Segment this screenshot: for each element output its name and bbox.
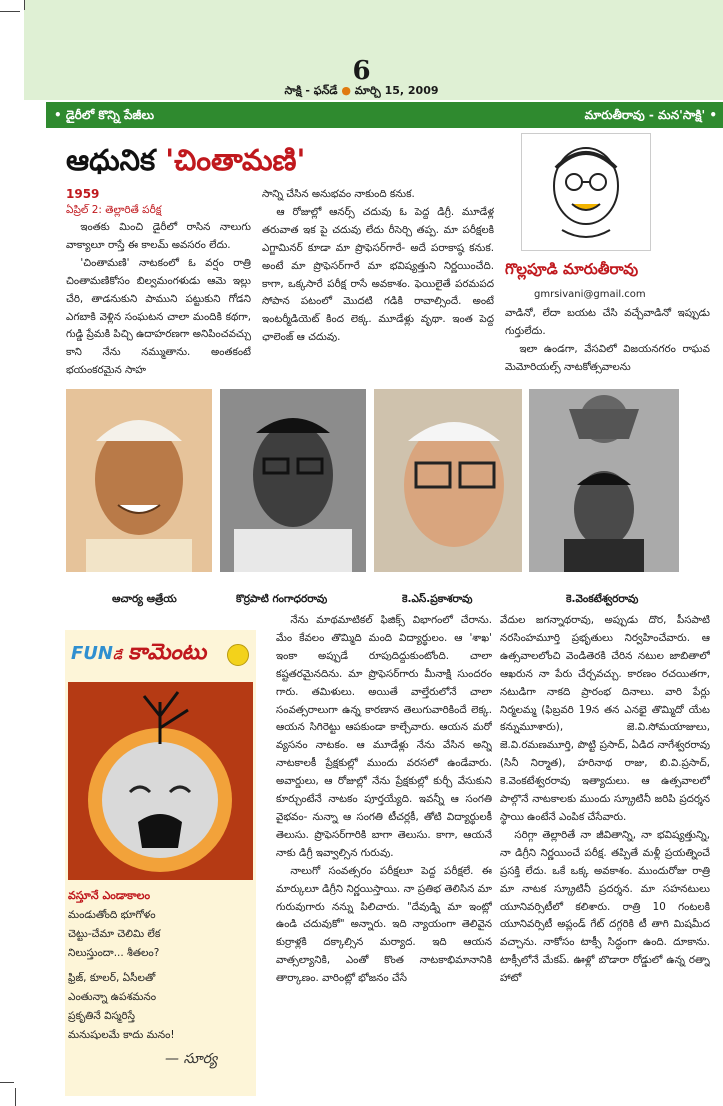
crop-mark bbox=[0, 11, 20, 12]
article-paragraph: సరిగ్గా తెల్లారితే నా జీవితాన్ని, నా భవిష్యత్తున్ని, నా డిగ్రీని నిర్ణయించే పరీక్ష. తప్పితే మళ్లీ ప్రయత్నించే ప్రసక్తి లేదు. ఒకే ఒక్క అవకాశం. ముందురోజు రాత్రి మా నాటక స్క్రూటినీ ప్రదర్శన. మా సహనటులు యూనివర్సిటీలో కలిశారు. రాత్రి 10 గంటలకి యూనివర్సిటీ అప్లండ్ గేట్ దగ్గరికి టీ తాగి మిషమీద వచ్చాను. నాకోసం టాక్సీ సిద్ధంగా ఉంది. దూకాను. టాక్సీలోనే మేకప్. ఊళ్లో బొడారా రోడ్డులో ఉన్న రత్నా హాటో bbox=[500, 828, 710, 985]
dateline bbox=[0, 84, 723, 98]
article-date-subhead: ఏప్రిల్ 2: తెల్లారితే పరీక్ష bbox=[66, 204, 162, 216]
article-paragraph: నాలుగో సంవత్సరం పరీక్షలూ పెద్ద పరీక్షలే. ఈ మార్కులూ డిగ్రీని నిర్ణయిస్తాయి. నా ప్రతిభ తెలిసిన మా గురువుగారు నన్ను పిలిచారు. "దేవుడ్ని మా ఇంట్లో ఉండి చదువుకో" అన్నారు. ఇది న్యాయంగా తెలివైన కుర్రాళ్లకి దక్కాల్సిన మర్యాద. ఇది ఆయన వాత్సల్యానికి, ఎంతో కొంత నాటకాభిమానానికి తార్కాణం. వారింట్లో భోజనం చేసే bbox=[276, 864, 492, 985]
fun-de: డే bbox=[112, 648, 122, 662]
photo-ks-prakasharao bbox=[374, 389, 522, 572]
article-paragraph: ఇలా ఉండగా, వేసవిలో విజయనగరం రాఘవ మెమోరియల్స్ నాటకోత్సవాలను bbox=[505, 342, 710, 373]
dateline-publication: సాక్షి - ఫన్‌డే bbox=[284, 84, 338, 97]
article-headline bbox=[66, 140, 305, 180]
poem-line: ఫ్రిజ్, కూలర్, ఏసీలతో bbox=[68, 972, 156, 984]
author-caricature-icon bbox=[522, 134, 650, 250]
portrait-photo-icon bbox=[66, 389, 212, 572]
crop-mark bbox=[24, 0, 25, 10]
article-column-3 bbox=[505, 305, 710, 377]
article-paragraph: నేను మాథమాటికల్ ఫిజిక్స్ విభాగంలో చేరాను. మేం కేవలం తొమ్మిది మంది విద్యార్థులం. ఆ 'శాఖ' ఇంకా అప్పుడే రూపుదిద్దుకుంటోంది. చాలా కష్టతరమైనదిను. మా ప్రొఫెసర్‌గారు మీనాక్షి సుందరం గారు. తమిళులు. అయితే వాల్తేరులోనే చాలా సంవత్సరాలుగా ఉన్న కారణాన తెలుగువారికిందే లెక్క. ఆయన సిగిరెట్టు ఆపకుండా కాల్చేవారు. ఆయన మరో వ్యసనం నాటకం. ఆ మూడేళ్లు నేను వేసిన అన్ని నాటకాలకీ ప్రేక్షకుల్లో ముందు వరసలో ఉండేవారు. అవార్డులు, ఆ రోజుల్లో నేను ప్రేక్షకుల్లో కుర్చీ వేసుకుని కూర్చుంటేనే నాటకం పూర్తయ్యేది. ఇవన్నీ ఆ సంగతి వైభవం- నున్నా ఆ సంగతి టీచర్లకీ, తోటి విద్యార్థులకీ తెలుసు. ప్రొఫెసర్‌గారికి బాగా తెలుసు. కాగా, ఆయనే నాకు డిగ్రీ ఇవ్వాల్సిన గురువు. bbox=[276, 614, 492, 859]
author-sketch bbox=[521, 133, 651, 251]
fun-word: కామెంటు bbox=[128, 640, 207, 665]
article-column-1 bbox=[66, 186, 251, 376]
article-column-2 bbox=[262, 186, 494, 376]
portrait-photo-icon bbox=[220, 389, 366, 572]
article-column-4 bbox=[276, 612, 492, 1096]
headline-quoted: 'చింతామణి' bbox=[165, 143, 306, 177]
fun-prefix: FUN bbox=[71, 643, 113, 664]
photo-athreya bbox=[66, 389, 212, 572]
fun-comment-title bbox=[71, 642, 206, 666]
author-name: గొల్లపూడి మారుతీరావు bbox=[505, 260, 639, 278]
photo-caption: ఆచార్య ఆత్రేయ bbox=[112, 593, 177, 605]
portrait-photo-icon bbox=[374, 389, 522, 572]
section-label-right: మారుతీరావు - మన'సాక్షి' • bbox=[584, 108, 717, 122]
poem-line: ప్రకృతినే విస్మరిస్తే bbox=[68, 1010, 135, 1022]
article-column-5 bbox=[500, 612, 710, 1096]
author-email: gmrsivani@gmail.com bbox=[534, 289, 646, 300]
smiley-icon bbox=[227, 644, 249, 666]
dateline-dot-icon: ● bbox=[341, 84, 351, 97]
article-paragraph: ఇంతకు మించి డైరీలో రాసిన నాలుగు వాక్యాలూ రాస్తే ఈ కాలమ్ అవసరం లేదు. bbox=[66, 221, 251, 251]
photo-caption: కె.వెంకటేశ్వరరావు bbox=[566, 593, 639, 605]
poem-line: చెట్టు-చేమా చెలిమి లేక bbox=[68, 928, 161, 940]
photo-caption: కొర్రపాటి గంగాధరరావు bbox=[236, 593, 328, 605]
poem-line: ఎంతున్నా ఉపశమనం bbox=[68, 991, 157, 1003]
section-bar bbox=[46, 102, 723, 128]
article-paragraph: వాడినో, లేదా బయట చేసి వచ్చేవాడినో ఇప్పుడు గుర్తులేదు. bbox=[505, 307, 710, 337]
poem-line: నిలుస్తుందా... శీతలం? bbox=[68, 947, 160, 959]
crop-mark bbox=[15, 1088, 16, 1106]
article-year: 1959 bbox=[66, 187, 100, 201]
portrait-photo-icon bbox=[529, 389, 679, 572]
photo-korrapati bbox=[220, 389, 366, 572]
poem-line: మనుషులమే కాదు మనం! bbox=[68, 1029, 175, 1041]
poem-title: వస్తూనే ఎండాకాలం bbox=[68, 889, 151, 902]
crop-mark bbox=[0, 1082, 14, 1083]
section-label-left: • డైరీలో కొన్ని పేజీలు bbox=[54, 108, 154, 122]
article-paragraph: వేదుల జగన్నాథరావు, అప్పుడు దొర, పీసపాటి నరసింహమూర్తి ప్రభృతులు నిర్వహించేవారు. ఆ ఉత్సవాలలోంచి వెండితెరకి చేరిన నటుల జాబితాలో ఆఖరున నా పేరు చేర్చవచ్చు. కారణం రచయితగా, నటుడిగా నాకది ప్రారంభ దినాలు. వారి పేర్లు నిర్మలమ్మ (ఫిబ్రవరి 19న తన ఎనభై తొమ్మిదో యేట కన్నుమూశారు), జె.వి.సోమయాజులు, జె.వి.రమణమూర్తి, పొట్టి ప్రసాద్, ఏడిద నాగేశ్వరరావు (సినీ నిర్మాత), హరినాథ రాజు, బి.వి.ప్రసాద్, కె.వెంకటేశ్వరరావు ఇత్యాదులు. ఆ ఉత్సవాలలో పాల్గొనే నాటకాలకు ముందు స్క్రూటినీ జరిపి ప్రదర్శన స్థాయి ఉంటేనే ఎంపిక చేసేవారు. bbox=[500, 614, 710, 823]
dateline-date: మార్చి 15, 2009 bbox=[354, 84, 439, 97]
article-paragraph: 'చింతామణి' నాటకంలో ఓ వర్షం రాత్రి చింతామణికోసం బిల్వమంగళుడు ఆమె ఇల్లు చేరి, తాడనుకుని పాముని పట్టుకుని గోడని ఎగబాకి వెళ్లిన సంఘటన చాలా మందికి కథగా, గుడ్డి ప్రేమకి పిచ్చి ఉదాహరణగా అనిపించవచ్చు కాని నేను నమ్ముతాను. అంతకంటే భయంకరమైన సాహ bbox=[66, 256, 251, 376]
photo-caption: కె.ఎస్.ప్రకాశరావు bbox=[402, 593, 473, 605]
crying-earth-illustration bbox=[68, 682, 253, 880]
poem-line: మండుతోంది భూగోళం bbox=[68, 909, 156, 921]
article-paragraph: సాన్ని చేసిన అనుభవం నాకుంది కనుక. bbox=[262, 188, 415, 200]
poem-signature: — సూర్య bbox=[165, 1051, 218, 1067]
photo-k-venkateswararao bbox=[529, 389, 679, 572]
page-number: 6 bbox=[352, 56, 371, 86]
headline-prefix: ఆధునిక bbox=[66, 143, 156, 177]
fun-comment-box bbox=[65, 630, 256, 1096]
article-paragraph: ఆ రోజుల్లో ఆనర్స్ చదువు ఓ పెద్ద డిగ్రీ. మూడేళ్ల తరువాత ఇక పై చదువు లేదు రీసెర్చి తప్ప. మా పరీక్షలకి ఎగ్జామినర్ కూడా మా ప్రొఫెసర్‌గారే- అదే పరాకాష్ఠ కనుక. అంటే మా ప్రొఫెసర్‌గారే మా భవిష్యత్తుని నిర్ణయించేది. కాగా, ఒక్కసారే పరీక్ష రాసే అవకాశం. ఫెయిలైతే పరమపద సోపాన పటంలో మొదటి గడికి రావాల్సిందే. అంటే ఇంటర్మీడియెట్ కింద లెక్క. మూడేళ్లు వృథా. ఇంత పెద్ద ఛాలెంజ్ ఆ చదువు. bbox=[262, 205, 494, 344]
